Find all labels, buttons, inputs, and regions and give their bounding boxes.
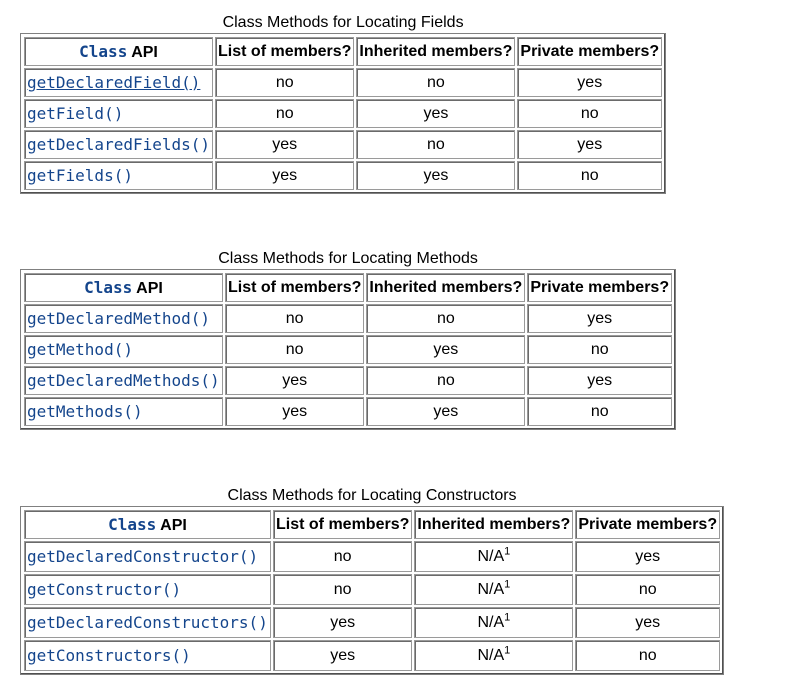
method-name: getField() [27, 103, 124, 123]
class-word: Class [84, 277, 133, 297]
table-header-row [24, 37, 662, 66]
list-cell: yes [215, 161, 354, 190]
inherited-cell [414, 541, 573, 572]
private-cell: no [517, 99, 662, 128]
api-word: API [131, 43, 158, 61]
private-cell: yes [575, 607, 720, 638]
inherited-members-header: Inherited members? [366, 273, 525, 302]
private-members-header: Private members? [517, 37, 662, 66]
private-cell: yes [517, 68, 662, 97]
inherited-value: N/A [477, 580, 505, 598]
constructors-table-section [20, 487, 724, 675]
method-cell [24, 161, 213, 190]
method-name: getFields() [27, 165, 133, 185]
private-cell: yes [575, 541, 720, 572]
method-cell [24, 335, 223, 364]
inherited-value: N/A [477, 646, 505, 664]
inherited-members-header: Inherited members? [356, 37, 515, 66]
class-api-header [24, 510, 271, 539]
table-header-row [24, 273, 672, 302]
table-row [24, 574, 720, 605]
list-cell: yes [273, 640, 412, 671]
fields-table-section [20, 14, 666, 194]
table-row [24, 68, 662, 97]
class-api-header [24, 273, 223, 302]
method-cell [24, 130, 213, 159]
list-cell: no [273, 574, 412, 605]
list-of-members-header: List of members? [215, 37, 354, 66]
method-cell [24, 366, 223, 395]
method-cell [24, 574, 271, 605]
method-cell [24, 607, 271, 638]
method-name: getDeclaredConstructor() [27, 546, 259, 566]
table-row [24, 161, 662, 190]
fields-table-caption: Class Methods for Locating Fields [222, 14, 464, 31]
inherited-cell: yes [366, 335, 525, 364]
inherited-cell: no [356, 130, 515, 159]
list-of-members-header: List of members? [273, 510, 412, 539]
inherited-cell: no [366, 304, 525, 333]
method-cell [24, 68, 213, 97]
inherited-cell: yes [356, 99, 515, 128]
table-row [24, 130, 662, 159]
class-word: Class [79, 41, 128, 61]
inherited-cell [414, 607, 573, 638]
table-row [24, 366, 672, 395]
private-cell: yes [527, 366, 672, 395]
method-name: getMethods() [27, 401, 143, 421]
class-word: Class [108, 514, 157, 534]
private-members-header: Private members? [575, 510, 720, 539]
method-cell [24, 640, 271, 671]
method-cell [24, 304, 223, 333]
method-name: getDeclaredMethod() [27, 308, 211, 328]
methods-table-section [20, 250, 676, 430]
private-cell: yes [527, 304, 672, 333]
method-name: getDeclaredConstructors() [27, 612, 268, 632]
table-row [24, 640, 720, 671]
method-name: getDeclaredMethods() [27, 370, 220, 390]
table-row [24, 541, 720, 572]
class-api-header [24, 37, 213, 66]
methods-table [20, 269, 676, 430]
inherited-cell: yes [356, 161, 515, 190]
list-cell: no [273, 541, 412, 572]
constructors-table [20, 506, 724, 675]
method-name: getConstructor() [27, 579, 182, 599]
footnote-marker: 1 [504, 578, 511, 591]
inherited-cell [414, 640, 573, 671]
inherited-members-header: Inherited members? [414, 510, 573, 539]
constructors-table-caption: Class Methods for Locating Constructors [227, 487, 517, 504]
list-of-members-header: List of members? [225, 273, 364, 302]
list-cell: yes [273, 607, 412, 638]
table-row [24, 607, 720, 638]
fields-table [20, 33, 666, 194]
private-cell: no [527, 335, 672, 364]
private-members-header: Private members? [527, 273, 672, 302]
list-cell: no [225, 304, 364, 333]
private-cell: yes [517, 130, 662, 159]
method-cell [24, 541, 271, 572]
inherited-cell: no [356, 68, 515, 97]
inherited-value: N/A [477, 547, 505, 565]
inherited-value: N/A [477, 613, 505, 631]
table-row [24, 304, 672, 333]
list-cell: no [215, 99, 354, 128]
footnote-marker: 1 [504, 545, 511, 558]
inherited-cell: no [366, 366, 525, 395]
list-cell: yes [225, 397, 364, 426]
table-header-row [24, 510, 720, 539]
method-name: getDeclaredFields() [27, 134, 211, 154]
list-cell: yes [215, 130, 354, 159]
list-cell: no [225, 335, 364, 364]
methods-table-caption: Class Methods for Locating Methods [218, 250, 478, 267]
footnote-marker: 1 [504, 644, 511, 657]
inherited-cell [414, 574, 573, 605]
api-word: API [160, 516, 187, 534]
api-word: API [136, 279, 163, 297]
method-cell [24, 99, 213, 128]
method-name: getMethod() [27, 339, 133, 359]
private-cell: no [527, 397, 672, 426]
inherited-cell: yes [366, 397, 525, 426]
get-declared-field-link[interactable]: getDeclaredField() [27, 72, 201, 92]
table-row [24, 335, 672, 364]
private-cell: no [575, 574, 720, 605]
list-cell: no [215, 68, 354, 97]
footnote-marker: 1 [504, 611, 511, 624]
method-name: getConstructors() [27, 645, 191, 665]
method-cell [24, 397, 223, 426]
private-cell: no [517, 161, 662, 190]
private-cell: no [575, 640, 720, 671]
table-row [24, 99, 662, 128]
list-cell: yes [225, 366, 364, 395]
table-row [24, 397, 672, 426]
